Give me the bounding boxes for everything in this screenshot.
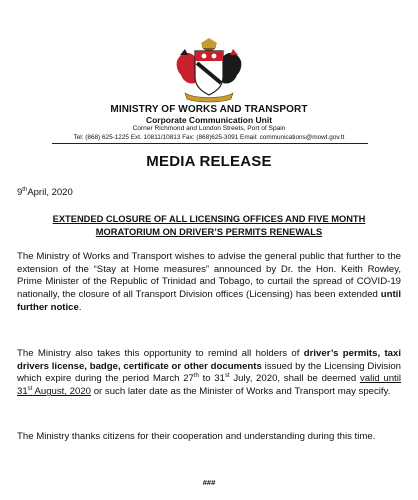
release-date bbox=[17, 187, 73, 198]
para1-end: . bbox=[78, 301, 82, 313]
para2-t3: to 31 bbox=[198, 373, 225, 385]
end-marker: ### bbox=[202, 478, 216, 487]
coat-of-arms-icon bbox=[171, 37, 247, 103]
ministry-address: Corner Richmond and London Streets, Port of Spain bbox=[132, 125, 286, 132]
para2-s3: st bbox=[27, 385, 33, 392]
para2-t2: issued by the Licensing Division which expire during the period March 27 bbox=[17, 360, 402, 385]
para2-s2: st bbox=[224, 373, 230, 380]
paragraph-2 bbox=[17, 348, 401, 399]
release-title: MEDIA RELEASE bbox=[146, 153, 272, 170]
headline-line-1: EXTENDED CLOSURE OF ALL LICENSING OFFICES AND FIVE MONTH bbox=[52, 214, 366, 224]
headline-line-2: MORATORIUM ON DRIVER’S PERMITS RENEWALS bbox=[95, 226, 323, 237]
para1-text: The Ministry of Works and Transport wishes to advise the general public that further to the extension of the “Stay at Home measures” announced by Dr. the Hon. Keith Rowley, Prime Minister of the Republic of Trinidad and Tobago, to curtail the spread of COVID-19 nationally, the closure of all Transport Division offices (Licensing) has been extended bbox=[17, 251, 401, 301]
para2-s1: th bbox=[193, 373, 199, 380]
para1-bold: until further notice bbox=[17, 289, 401, 313]
para2-u1-text: valid until 31 bbox=[17, 373, 401, 398]
para2-t1: The Ministry also takes this opportunity to remind all holders of bbox=[17, 348, 304, 359]
header-divider bbox=[52, 143, 368, 144]
paragraph-3: The Ministry thanks citizens for their cooperation and understanding during this time. bbox=[17, 431, 376, 442]
ministry-name: MINISTRY OF WORKS AND TRANSPORT bbox=[110, 104, 308, 115]
para2-b1: driver’s permits, taxi drivers license, badge, certificate or other documents bbox=[17, 348, 401, 372]
para2-u2-text: August, 2020 bbox=[32, 386, 92, 398]
para2-t4: July, 2020, shall be deemed bbox=[229, 373, 360, 385]
paragraph-1 bbox=[17, 251, 401, 315]
ministry-contact: Tel: (868) 625-1225 Ext. 10811/10813 Fax: (868)625-3091 Email: communications@mowt.gov.tt bbox=[73, 134, 345, 141]
release-headline bbox=[17, 213, 401, 238]
date-day: 9 bbox=[17, 187, 23, 199]
para2-t5: or such later date as the Minister of Works and Transport may specify. bbox=[91, 386, 391, 398]
date-suffix: th bbox=[22, 187, 28, 193]
date-rest: April, 2020 bbox=[27, 187, 73, 199]
unit-name: Corporate Communication Unit bbox=[145, 115, 273, 125]
